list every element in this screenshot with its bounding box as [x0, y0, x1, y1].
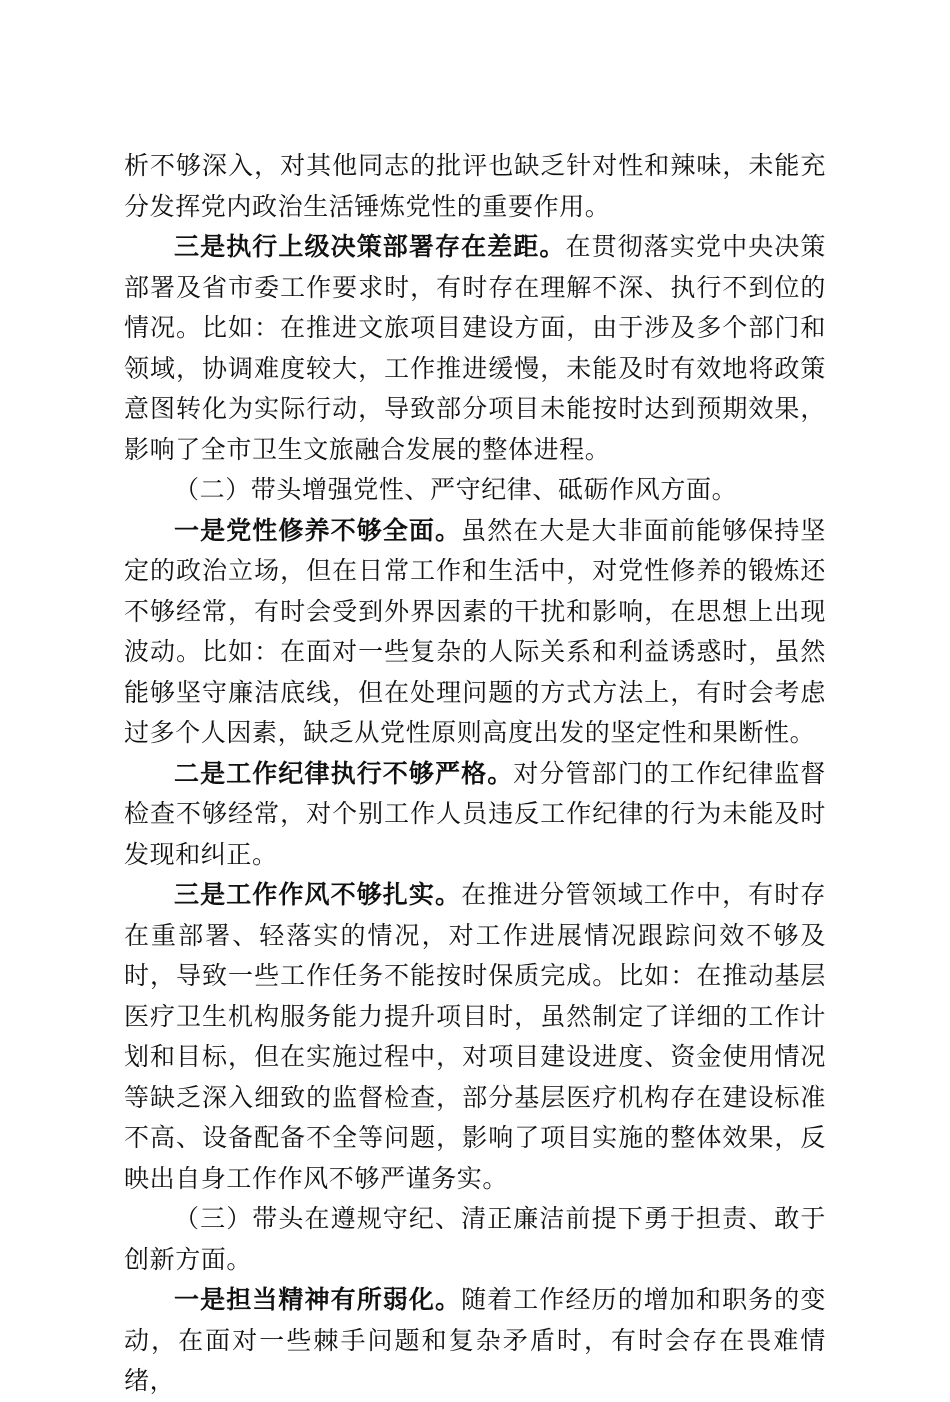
paragraph-work-style [124, 875, 826, 1199]
paragraph-text: 随着工作经历的增加和职务的变动，在面对一些棘手问题和复杂矛盾时，有时会存在畏难情绪， [124, 1285, 826, 1395]
paragraph-lead: 三是执行上级决策部署存在差距。 [174, 232, 566, 261]
section-heading-3: （三）带头在遵规守纪、清正廉洁前提下勇于担责、敢于创新方面。 [124, 1204, 826, 1274]
paragraph-text: 虽然在大是大非面前能够保持坚定的政治立场，但在日常工作和生活中，对党性修养的锻炼还不够经常，有时会受到外界因素的干扰和影响，在思想上出现波动。比如：在面对一些复杂的人际关系和利益诱惑时，虽然能够坚守廉洁底线，但在处理问题的方式方法上，有时会考虑过多个人因素，缺乏从党性原则高度出发的坚定性和果断性。 [124, 515, 826, 747]
paragraph-lead: 三是工作作风不够扎实。 [174, 880, 462, 909]
section-heading-2: （二）带头增强党性、严守纪律、砥砺作风方面。 [174, 475, 738, 504]
paragraph-text: 对分管部门的工作纪律监督检查不够经常，对个别工作人员违反工作纪律的行为未能及时发现和纠正。 [124, 758, 826, 869]
paragraph-decision-gap [124, 227, 826, 470]
paragraph-text: 在推进分管领域工作中，有时存在重部署、轻落实的情况，对工作进展情况跟踪问效不够及时，导致一些工作任务不能按时保质完成。比如：在推动基层医疗卫生机构服务能力提升项目时，虽然制定了详细的工作计划和目标，但在实施过程中，对项目建设进度、资金使用情况等缺乏深入细致的监督检查，部分基层医疗机构存在建设标准不高、设备配备不全等问题，影响了项目实施的整体效果，反映出自身工作作风不够严谨务实。 [124, 880, 826, 1193]
paragraph-continuation [124, 146, 826, 227]
document-body [124, 146, 826, 1402]
paragraph-lead: 二是工作纪律执行不够严格。 [174, 758, 514, 788]
paragraph-text: 析不够深入，对其他同志的批评也缺乏针对性和辣味，未能充分发挥党内政治生活锤炼党性的重要作用。 [124, 151, 826, 221]
paragraph-text: 在贯彻落实党中央决策部署及省市委工作要求时，有时存在理解不深、执行不到位的情况。比如：在推进文旅项目建设方面，由于涉及多个部门和领域，协调难度较大，工作推进缓慢，未能及时有效地将政策意图转化为实际行动，导致部分项目未能按时达到预期效果，影响了全市卫生文旅融合发展的整体进程。 [124, 232, 826, 464]
paragraph-lead: 一是党性修养不够全面。 [174, 515, 462, 545]
paragraph-party-spirit [124, 511, 826, 754]
paragraph-responsibility [124, 1280, 826, 1402]
paragraph-lead: 一是担当精神有所弱化。 [174, 1285, 462, 1314]
paragraph-discipline [124, 754, 826, 876]
